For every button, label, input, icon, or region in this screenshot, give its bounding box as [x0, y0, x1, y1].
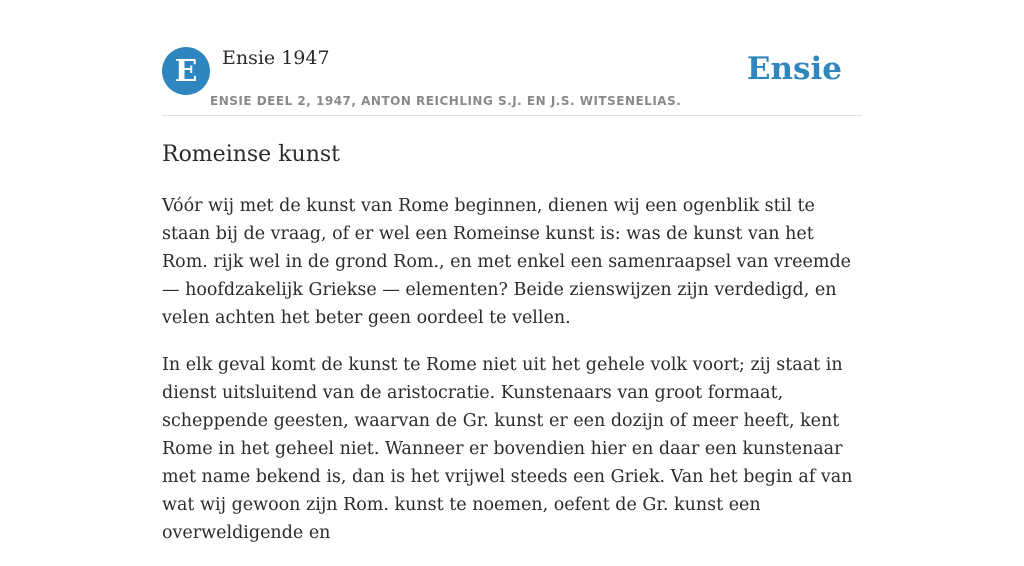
article-title: Romeinse kunst	[162, 142, 340, 167]
ensie-logo-icon[interactable]: E	[162, 47, 210, 95]
header-divider	[162, 115, 862, 116]
brand-logo-link[interactable]: Ensie	[746, 51, 842, 87]
article-paragraph-1: Vóór wij met de kunst van Rome beginnen, dienen wij een ogenblik stil te staan bij de vraag, of er wel een Romeinse kunst is: was de kunst van het Rom. rijk wel in de grond Rom., en met enkel een samenraapsel van vreemde — hoofdzakelijk Griekse — elementen? Beide zienswijzen zijn verdedigd, en velen achten het beter geen oordeel te vellen.	[162, 196, 852, 328]
site-title[interactable]: Ensie 1947	[222, 47, 330, 69]
article-paragraph-2: In elk geval komt de kunst te Rome niet uit het gehele volk voort; zij staat in dienst uitsluitend van de aristocratie. Kunstenaars van groot formaat, scheppende geesten, waarvan de Gr. kunst er een dozijn of meer heeft, kent Rome in het geheel niet. Wanneer er bovendien hier en daar een kunstenaar met name bekend is, dan is het vrijwel steeds een Griek. Van het begin af van wat wij gewoon zijn Rom. kunst te noemen, oefent de Gr. kunst een overweldigende en	[162, 355, 853, 543]
source-subtitle: ENSIE DEEL 2, 1947, ANTON REICHLING S.J. EN J.S. WITSENELIAS.	[210, 94, 682, 108]
article-body	[162, 192, 862, 566]
